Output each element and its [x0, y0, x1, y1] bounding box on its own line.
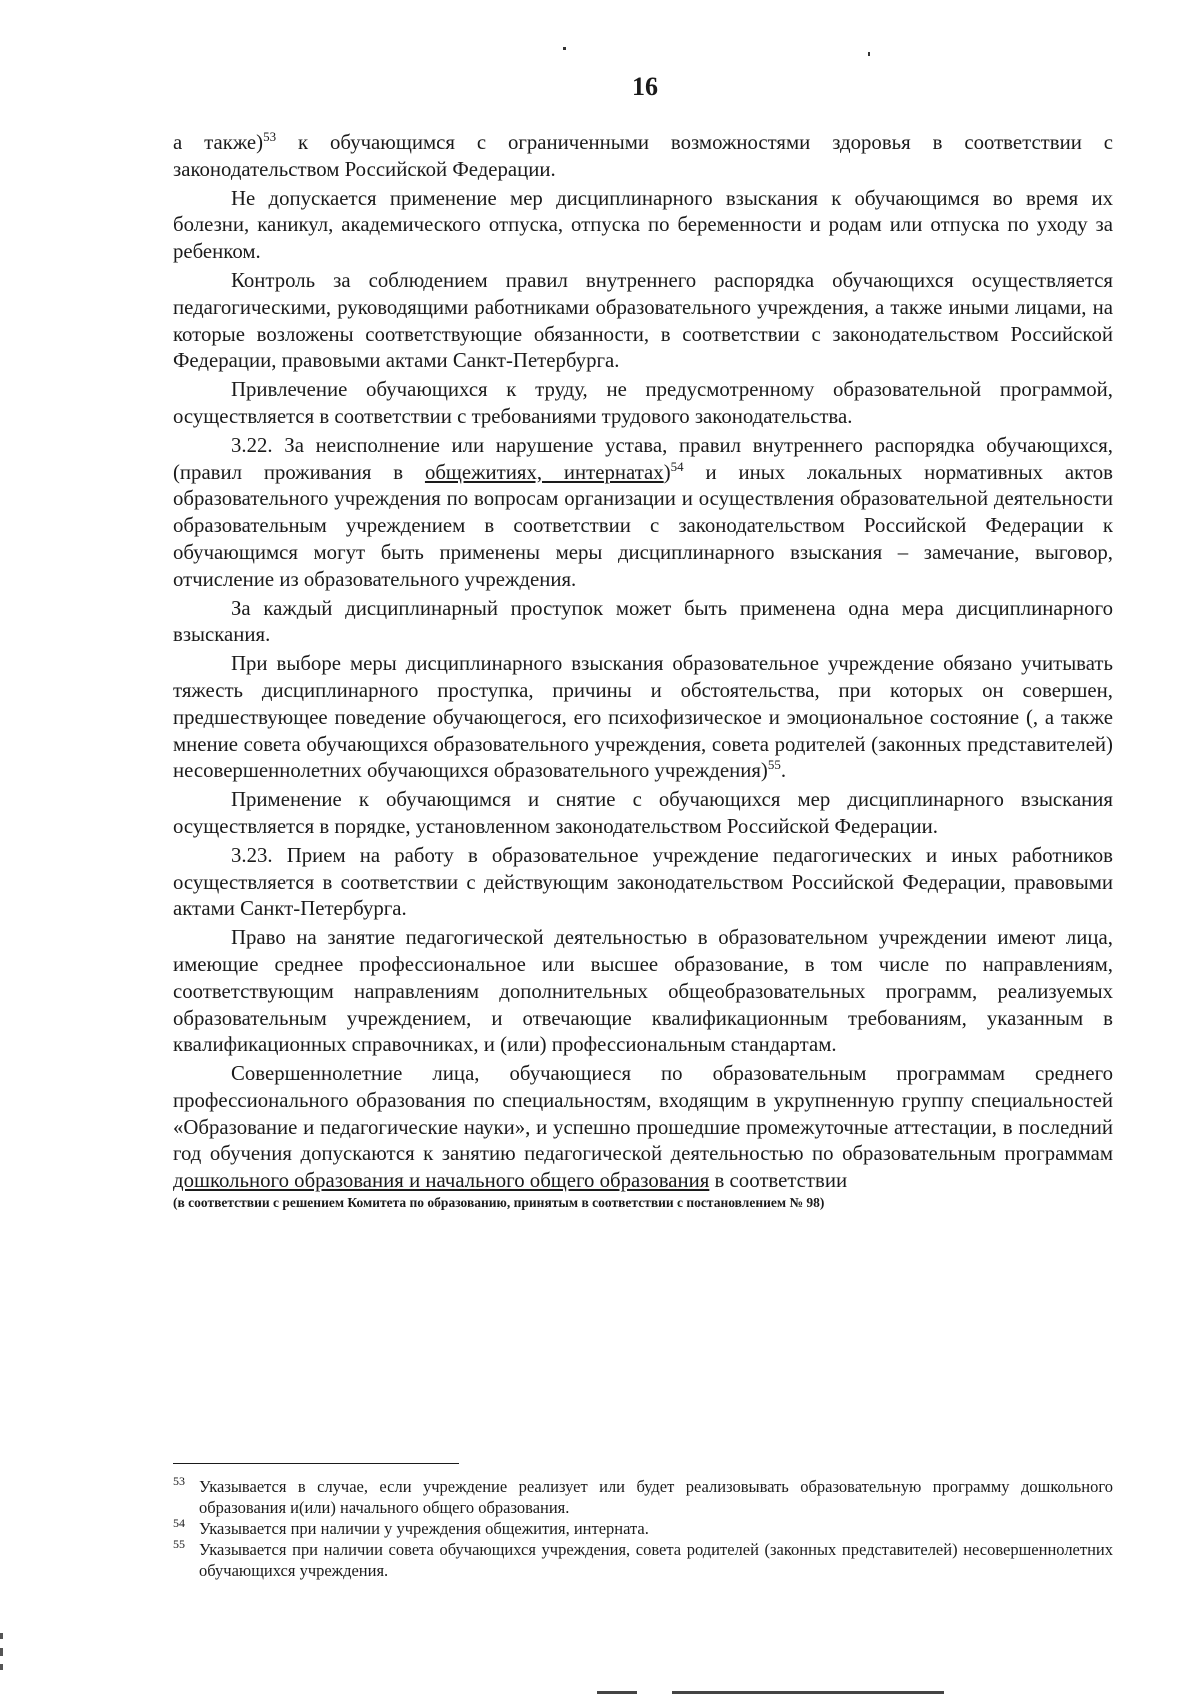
- paragraph-3-23: 3.23. Прием на работу в образовательное учреждение педагогических и иных работников осуществляется в соответствии с действующим законодательством Российской Федерации, правовыми актами Санкт-Петербурга.: [173, 843, 1113, 921]
- paragraph: Не допускается применение мер дисциплинарного взыскания к обучающимся во время их болезни, каникул, академического отпуска, отпуска по беременности и родам или отпуска по уходу за ребенком.: [173, 186, 1113, 264]
- paragraph: Контроль за соблюдением правил внутреннего распорядка обучающихся осуществляется педагогическими, руководящими работниками образовательного учреждения, а также иными лицами, на которые возложены соответствующие обязанности, в соответствии с законодательством Российской Федерации, правовыми актами Санкт-Петербурга.: [173, 268, 1113, 373]
- scan-bottom-mark: [672, 1691, 944, 1694]
- paragraph-3-22: [173, 433, 1113, 594]
- scan-edge-mark: [0, 1633, 3, 1639]
- footnote: [173, 1539, 1113, 1581]
- footnote-ref: 53: [263, 129, 277, 145]
- paragraph: Применение к обучающимся и снятие с обучающихся мер дисциплинарного взыскания осуществляется в порядке, установленном законодательством Российской Федерации.: [173, 788, 1113, 838]
- paragraph: Привлечение обучающихся к труду, не предусмотренному образовательной программой, осуществляется в соответствии с требованиями трудового законодательства.: [173, 378, 1113, 428]
- committee-note: (в соответствии с решением Комитета по образованию, принятым в соответствии с постановлением № 98): [173, 1195, 825, 1211]
- paragraph-text: ): [663, 460, 671, 484]
- footnote: [173, 1476, 1113, 1518]
- scan-speck: [563, 47, 566, 50]
- paragraph-text: .: [780, 759, 787, 783]
- paragraph-text: и иных локальных нормативных актов образовательного учреждения по вопросам организации и осуществления образовательной деятельности образовательным учреждением в соответствии с законодательством Российской Федерации к обучающимся могут быть применены меры дисциплинарного взыскания – замечание, выговор, отчисление из образовательного учреждения.: [173, 460, 1114, 591]
- paragraph-text: к обучающимся с ограниченными возможностями здоровья в соответствии с законодательством Российской Федерации.: [173, 131, 1113, 181]
- paragraph-text: а также): [173, 131, 264, 154]
- paragraph: [173, 130, 1113, 184]
- paragraph-text: 3.22. За неисполнение или нарушение устава, правил внутреннего распорядка обучающихся, (правил проживания в: [173, 433, 1113, 484]
- paragraph: [173, 651, 1113, 785]
- footnote-number: 53: [173, 1474, 185, 1488]
- footnote-text: Указывается при наличии совета обучающихся учреждения, совета родителей (законных представителей) несовершеннолетних обучающихся учреждения.: [199, 1540, 1113, 1580]
- footnote-ref: 55: [767, 757, 781, 773]
- underlined-text: общежитиях, интернатах: [424, 460, 664, 484]
- underlined-text: дошкольного образования и начального общего образования: [173, 1169, 710, 1193]
- footnotes: [173, 1476, 1113, 1581]
- footnote-number: 54: [173, 1516, 185, 1530]
- footnote: [173, 1518, 1113, 1539]
- scan-speck: [868, 52, 870, 56]
- footnote-number: 55: [173, 1537, 185, 1551]
- paragraph-text: в соответствии: [709, 1169, 848, 1193]
- footnote-divider: [173, 1463, 459, 1464]
- paragraph-text: При выборе меры дисциплинарного взыскания образовательное учреждение обязано учитывать тяжесть дисциплинарного проступка, причины и обстоятельства, при которых он совершен, предшествующее поведение обучающегося, его психофизическое и эмоциональное состояние (, а также мнение совета обучающихся образовательного учреждения, совета родителей (законных представителей) несовершеннолетних обучающихся образовательного учреждения): [173, 652, 1113, 783]
- paragraph: За каждый дисциплинарный проступок может быть применена одна мера дисциплинарного взыскания.: [173, 596, 1113, 647]
- scan-edge-mark: [0, 1648, 3, 1656]
- paragraph: [173, 1061, 1113, 1195]
- page-number: 16: [632, 72, 658, 101]
- document-body: [173, 130, 1113, 1211]
- footnote-text: Указывается при наличии у учреждения общежития, интерната.: [199, 1519, 649, 1538]
- scan-edge-mark: [0, 1664, 3, 1670]
- paragraph: Право на занятие педагогической деятельностью в образовательном учреждении имеют лица, имеющие среднее профессиональное или высшее образование, в том числе по направлениям, соответствующим направлениям дополнительных общеобразовательных программ, реализуемых образовательным учреждением, и отвечающие квалификационным требованиям, указанным в квалификационных справочниках, и (или) профессиональным стандартам.: [173, 926, 1113, 1057]
- footnote-ref: 54: [670, 458, 684, 474]
- footnote-text: Указывается в случае, если учреждение реализует или будет реализовывать образовательную программу дошкольного образования и(или) начального общего образования.: [199, 1477, 1113, 1517]
- paragraph-text: Совершеннолетние лица, обучающиеся по образовательным программам среднего профессионального образования по специальностям, входящим в укрупненную группу специальностей «Образование и педагогические науки», и успешно прошедшие промежуточные аттестации, в последний год обучения допускаются к занятию педагогической деятельностью по образовательным программам: [173, 1062, 1113, 1166]
- scan-bottom-mark: [597, 1691, 637, 1694]
